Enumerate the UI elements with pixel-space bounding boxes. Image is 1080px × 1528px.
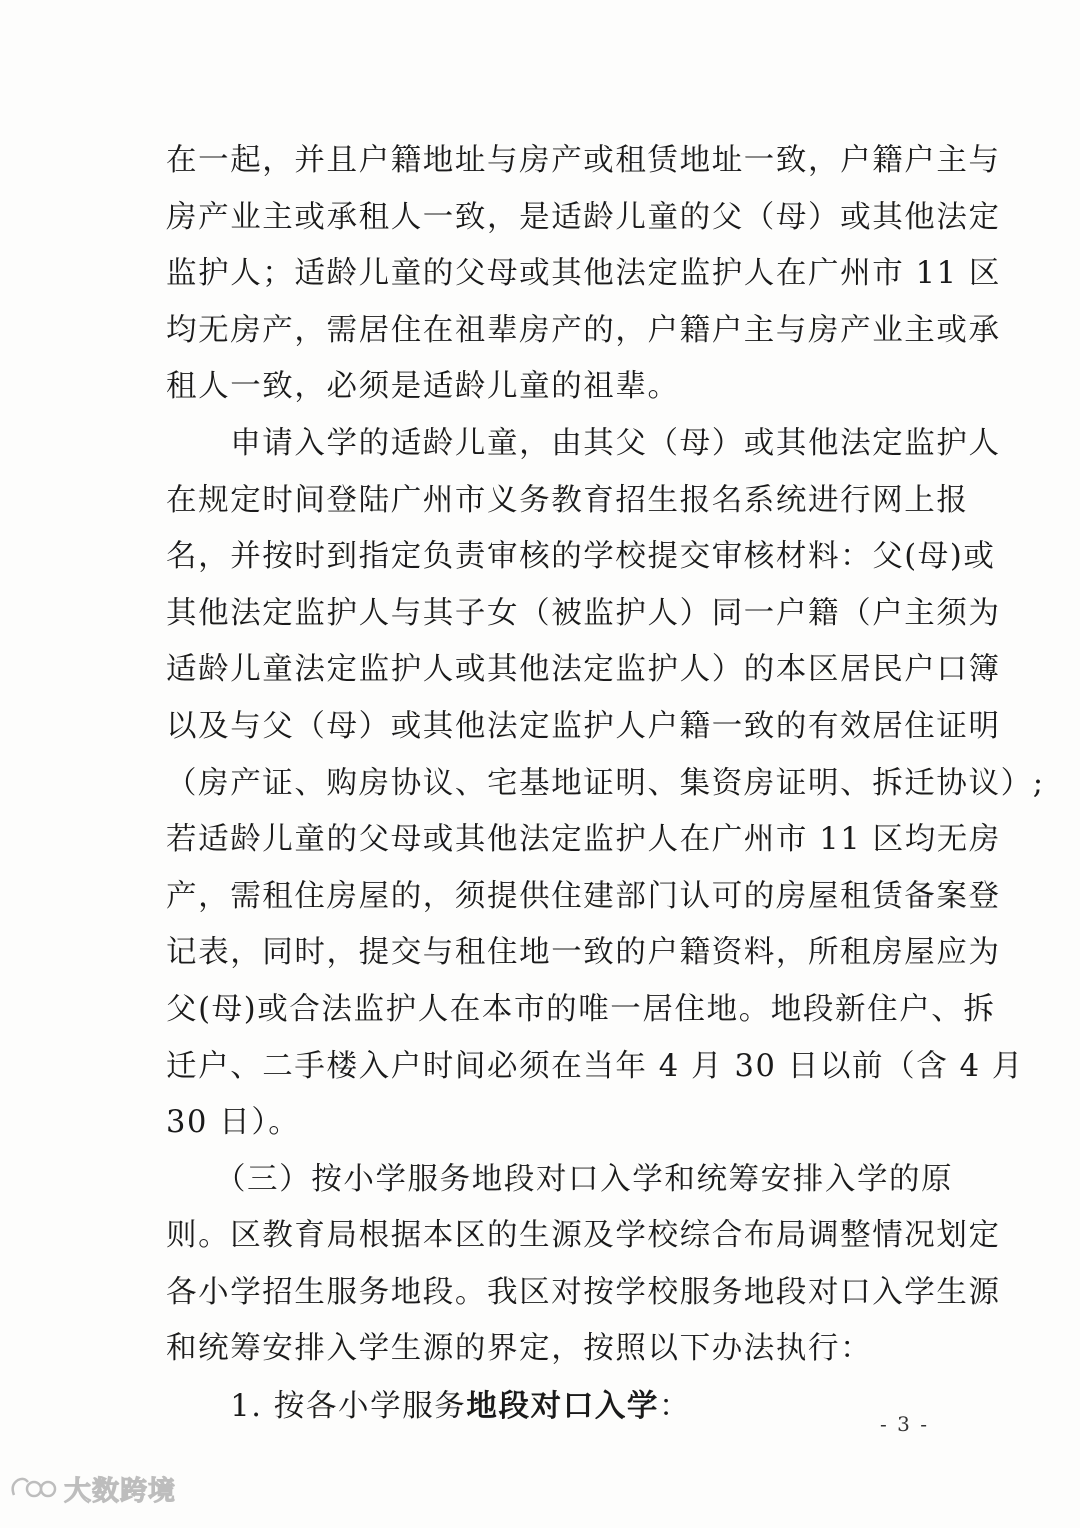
text-line: 在规定时间登陆广州市义务教育招生报名系统进行网上报 [166,482,969,518]
text-line: 以及与父（母）或其他法定监护人户籍一致的有效居住证明 [166,708,1001,744]
list-item-1-prefix: 1. 按各小学服务 [166,1389,467,1425]
watermark-logo-icon [8,1473,58,1503]
text-line: 记表，同时，提交与租住地一致的户籍资料，所租房屋应为 [166,935,1001,971]
watermark [8,1468,176,1508]
text-line: 在一起，并且户籍地址与房产或租赁地址一致，户籍户主与 [166,143,1001,178]
text-line: 30 日）。 [166,1105,301,1141]
text-line: 均无房产，需居住在祖辈房产的，户籍户主与房产业主或承 [166,312,1001,348]
text-line: 租人一致，必须是适龄儿童的祖辈。 [166,369,680,405]
text-line: 其他法定监护人与其子女（被监护人）同一户籍（户主须为 [166,595,1001,631]
text-line: 和统筹安排入学生源的界定，按照以下办法执行： [166,1331,873,1367]
list-item-1 [166,1378,918,1435]
text-line: 监护人；适龄儿童的父母或其他法定监护人在广州市 11 区 [166,256,1001,292]
text-line: 各小学招生服务地段。我区对按学校服务地段对口入学生源 [166,1274,1001,1310]
text-line: 名，并按时到指定负责审核的学校提交审核材料：父(母)或 [166,539,996,575]
text-line: （三）按小学服务地段对口入学和统筹安排入学的原 [166,1161,954,1197]
text-line: 适龄儿童法定监护人或其他法定监护人）的本区居民户口簿 [166,652,1001,688]
list-item-1-bold-term: 地段对口入学 [466,1388,660,1425]
watermark-text: 大数跨境 [64,1475,176,1507]
list-item-1-suffix: ： [659,1389,692,1425]
text-line: 迁户、二手楼入户时间必须在当年 4 月 30 日以前（含 4 月 [166,1048,1024,1084]
text-line: 产，需租住房屋的，须提供住建部门认可的房屋租赁备案登 [166,878,1001,914]
text-line: 则。区教育局根据本区的生源及学校综合布局调整情况划定 [166,1218,1001,1254]
page-number: - 3 - [880,1412,929,1436]
document-body [166,133,1045,1435]
text-line: 若适龄儿童的父母或其他法定监护人在广州市 11 区均无房 [166,822,1001,858]
text-line: 父(母)或合法监护人在本市的唯一居住地。地段新住户、拆 [166,991,996,1027]
text-line: 房产业主或承租人一致，是适龄儿童的父（母）或其他法定 [166,199,1001,235]
text-line: 申请入学的适龄儿童，由其父（母）或其他法定监护人 [166,425,1001,461]
text-line: （房产证、购房协议、宅基地证明、集资房证明、拆迁协议）; [166,765,1045,801]
